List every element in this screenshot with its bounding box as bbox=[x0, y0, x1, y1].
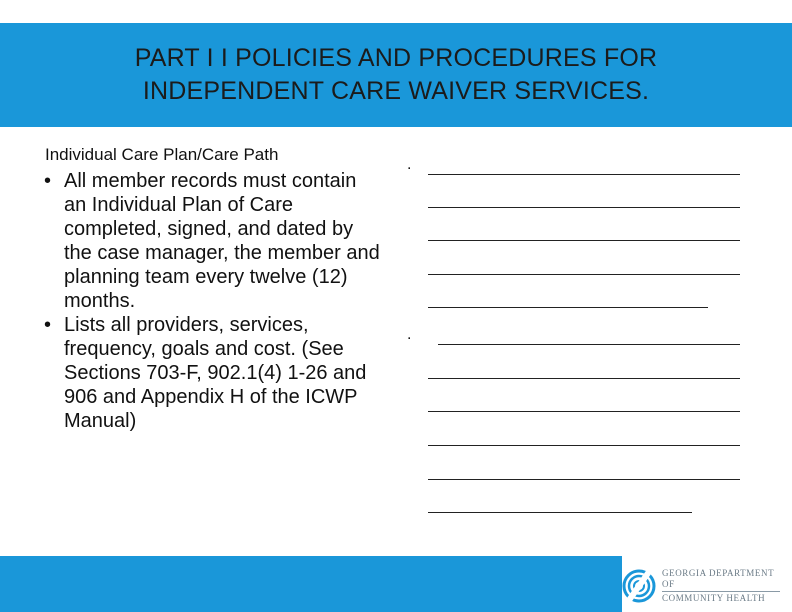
notes-area bbox=[405, 155, 750, 535]
georgia-dch-logo-icon bbox=[622, 569, 656, 603]
blank-line bbox=[428, 479, 740, 480]
agency-logo bbox=[622, 566, 787, 606]
bullet-item bbox=[44, 169, 384, 313]
blank-line bbox=[428, 512, 692, 513]
blank-line bbox=[428, 274, 740, 275]
bullet-marker: • bbox=[44, 314, 52, 336]
blank-line bbox=[428, 445, 740, 446]
logo-line-1: GEORGIA DEPARTMENT OF bbox=[662, 568, 775, 589]
blank-line bbox=[428, 411, 740, 412]
notes-marker: . bbox=[407, 326, 412, 343]
title-banner bbox=[0, 23, 792, 127]
blank-line bbox=[438, 344, 740, 345]
logo-wordmark bbox=[662, 568, 787, 604]
section-subheading: Individual Care Plan/Care Path bbox=[45, 145, 279, 164]
blank-line bbox=[428, 174, 740, 175]
blank-line bbox=[428, 240, 740, 241]
blank-line bbox=[428, 207, 740, 208]
blank-line bbox=[428, 378, 740, 379]
blank-line bbox=[428, 307, 708, 308]
logo-line-2: COMMUNITY HEALTH bbox=[662, 593, 766, 603]
bullet-item bbox=[44, 313, 384, 433]
bullet-list bbox=[44, 169, 384, 433]
bullet-text: All member records must contain an Individual Plan of Care completed, signed, and dated by the case manager, the member and planning team every twelve (12) months. bbox=[64, 170, 380, 312]
bullet-text: Lists all providers, services, frequency, goals and cost. (See Sections 703-F, 902.1(4) 1-26 and 906 and Appendix H of the ICWP Manual) bbox=[64, 314, 367, 432]
notes-marker: . bbox=[407, 156, 412, 173]
bullet-marker: • bbox=[44, 170, 52, 192]
logo-rule bbox=[662, 591, 780, 592]
page-title: PART I I POLICIES AND PROCEDURES FOR INDEPENDENT CARE WAIVER SERVICES. bbox=[134, 44, 658, 105]
